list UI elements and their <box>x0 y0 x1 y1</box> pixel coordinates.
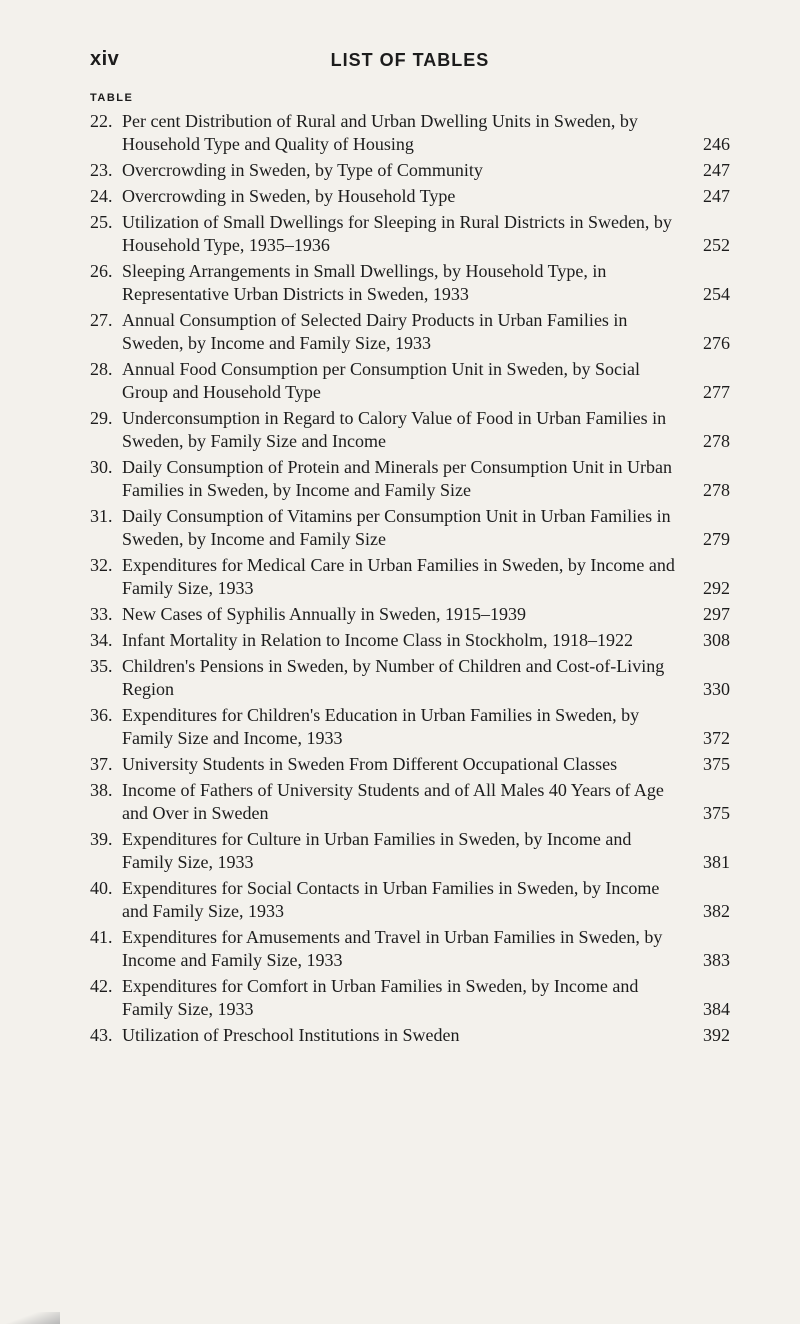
table-title: Expenditures for Social Contacts in Urban Families in Sweden, by Income and Family Size, 1933 <box>122 878 660 921</box>
table-title: Infant Mortality in Relation to Income Class in Stockholm, 1918–1922 <box>122 630 633 650</box>
list-item <box>90 505 730 551</box>
page-reference: 375 <box>703 803 730 823</box>
table-number: 31. <box>90 506 113 526</box>
page-reference: 383 <box>703 950 730 970</box>
table-number: 35. <box>90 656 113 676</box>
page-reference: 247 <box>703 186 730 206</box>
page-reference: 279 <box>703 529 730 549</box>
page-reference: 276 <box>703 333 730 353</box>
table-number: 27. <box>90 310 113 330</box>
list-item <box>90 211 730 257</box>
page-reference: 278 <box>703 480 730 500</box>
table-title: Overcrowding in Sweden, by Type of Community <box>122 160 483 180</box>
table-number: 29. <box>90 408 113 428</box>
page-reference: 375 <box>703 754 730 774</box>
page-reference: 330 <box>703 679 730 699</box>
table-title: Daily Consumption of Vitamins per Consumption Unit in Urban Families in Sweden, by Income and Family Size <box>122 506 671 549</box>
table-title: Income of Fathers of University Students and of All Males 40 Years of Age and Over in Sweden <box>122 780 664 823</box>
page-reference: 372 <box>703 728 730 748</box>
table-number: 36. <box>90 705 113 725</box>
page-reference: 247 <box>703 160 730 180</box>
list-item <box>90 456 730 502</box>
scan-shadow <box>0 1312 60 1324</box>
table-column-label: TABLE <box>90 92 134 104</box>
table-title: Utilization of Small Dwellings for Sleeping in Rural Districts in Sweden, by Household Type, 1935–1936 <box>122 212 672 255</box>
list-item <box>90 704 730 750</box>
table-number: 37. <box>90 754 113 774</box>
page-reference: 297 <box>703 604 730 624</box>
page-reference: 254 <box>703 284 730 304</box>
table-number: 24. <box>90 186 113 206</box>
table-title: Daily Consumption of Protein and Minerals per Consumption Unit in Urban Families in Sweden, by Income and Family Size <box>122 457 672 500</box>
table-number: 25. <box>90 212 113 232</box>
page-reference: 278 <box>703 431 730 451</box>
table-number: 32. <box>90 555 113 575</box>
page-reference: 392 <box>703 1025 730 1045</box>
table-title: Per cent Distribution of Rural and Urban Dwelling Units in Sweden, by Household Type and Quality of Housing <box>122 111 638 154</box>
table-number: 42. <box>90 976 113 996</box>
table-number: 38. <box>90 780 113 800</box>
table-title: Sleeping Arrangements in Small Dwellings, by Household Type, in Representative Urban Districts in Sweden, 1933 <box>122 261 607 304</box>
table-title: Utilization of Preschool Institutions in Sweden <box>122 1025 460 1045</box>
page-reference: 381 <box>703 852 730 872</box>
list-item <box>90 309 730 355</box>
table-list <box>90 110 730 1050</box>
table-title: New Cases of Syphilis Annually in Sweden, 1915–1939 <box>122 604 526 624</box>
table-title: Children's Pensions in Sweden, by Number of Children and Cost-of-Living Region <box>122 656 665 699</box>
list-item <box>90 185 730 208</box>
list-item <box>90 629 730 652</box>
list-item <box>90 358 730 404</box>
list-item <box>90 554 730 600</box>
table-number: 26. <box>90 261 113 281</box>
page-reference: 246 <box>703 134 730 154</box>
page-reference: 384 <box>703 999 730 1019</box>
page-reference: 308 <box>703 630 730 650</box>
page-reference: 252 <box>703 235 730 255</box>
table-number: 30. <box>90 457 113 477</box>
list-item <box>90 877 730 923</box>
page-reference: 277 <box>703 382 730 402</box>
table-title: University Students in Sweden From Different Occupational Classes <box>122 754 618 774</box>
table-title: Expenditures for Amusements and Travel in Urban Families in Sweden, by Income and Family Size, 1933 <box>122 927 663 970</box>
table-title: Expenditures for Culture in Urban Families in Sweden, by Income and Family Size, 1933 <box>122 829 632 872</box>
list-item <box>90 1024 730 1047</box>
list-item <box>90 159 730 182</box>
page-reference: 292 <box>703 578 730 598</box>
list-item <box>90 603 730 626</box>
table-number: 40. <box>90 878 113 898</box>
list-item <box>90 407 730 453</box>
table-title: Overcrowding in Sweden, by Household Type <box>122 186 456 206</box>
list-item <box>90 926 730 972</box>
table-title: Annual Consumption of Selected Dairy Products in Urban Families in Sweden, by Income and Family Size, 1933 <box>122 310 628 353</box>
list-item <box>90 828 730 874</box>
table-title: Expenditures for Medical Care in Urban Families in Sweden, by Income and Family Size, 1933 <box>122 555 675 598</box>
table-number: 33. <box>90 604 113 624</box>
table-number: 28. <box>90 359 113 379</box>
table-title: Underconsumption in Regard to Calory Value of Food in Urban Families in Sweden, by Family Size and Income <box>122 408 667 451</box>
page-reference: 382 <box>703 901 730 921</box>
list-item <box>90 779 730 825</box>
page-number: xiv <box>90 48 120 70</box>
page-header <box>90 48 730 78</box>
table-number: 22. <box>90 111 113 131</box>
table-number: 23. <box>90 160 113 180</box>
table-title: Expenditures for Comfort in Urban Families in Sweden, by Income and Family Size, 1933 <box>122 976 639 1019</box>
list-item <box>90 975 730 1021</box>
table-number: 41. <box>90 927 113 947</box>
table-title: Annual Food Consumption per Consumption Unit in Sweden, by Social Group and Household Type <box>122 359 640 402</box>
list-item <box>90 753 730 776</box>
list-item <box>90 110 730 156</box>
list-item <box>90 655 730 701</box>
table-title: Expenditures for Children's Education in Urban Families in Sweden, by Family Size and Income, 1933 <box>122 705 640 748</box>
table-number: 43. <box>90 1025 113 1045</box>
running-head: LIST OF TABLES <box>330 50 490 70</box>
table-number: 39. <box>90 829 113 849</box>
list-item <box>90 260 730 306</box>
table-number: 34. <box>90 630 113 650</box>
